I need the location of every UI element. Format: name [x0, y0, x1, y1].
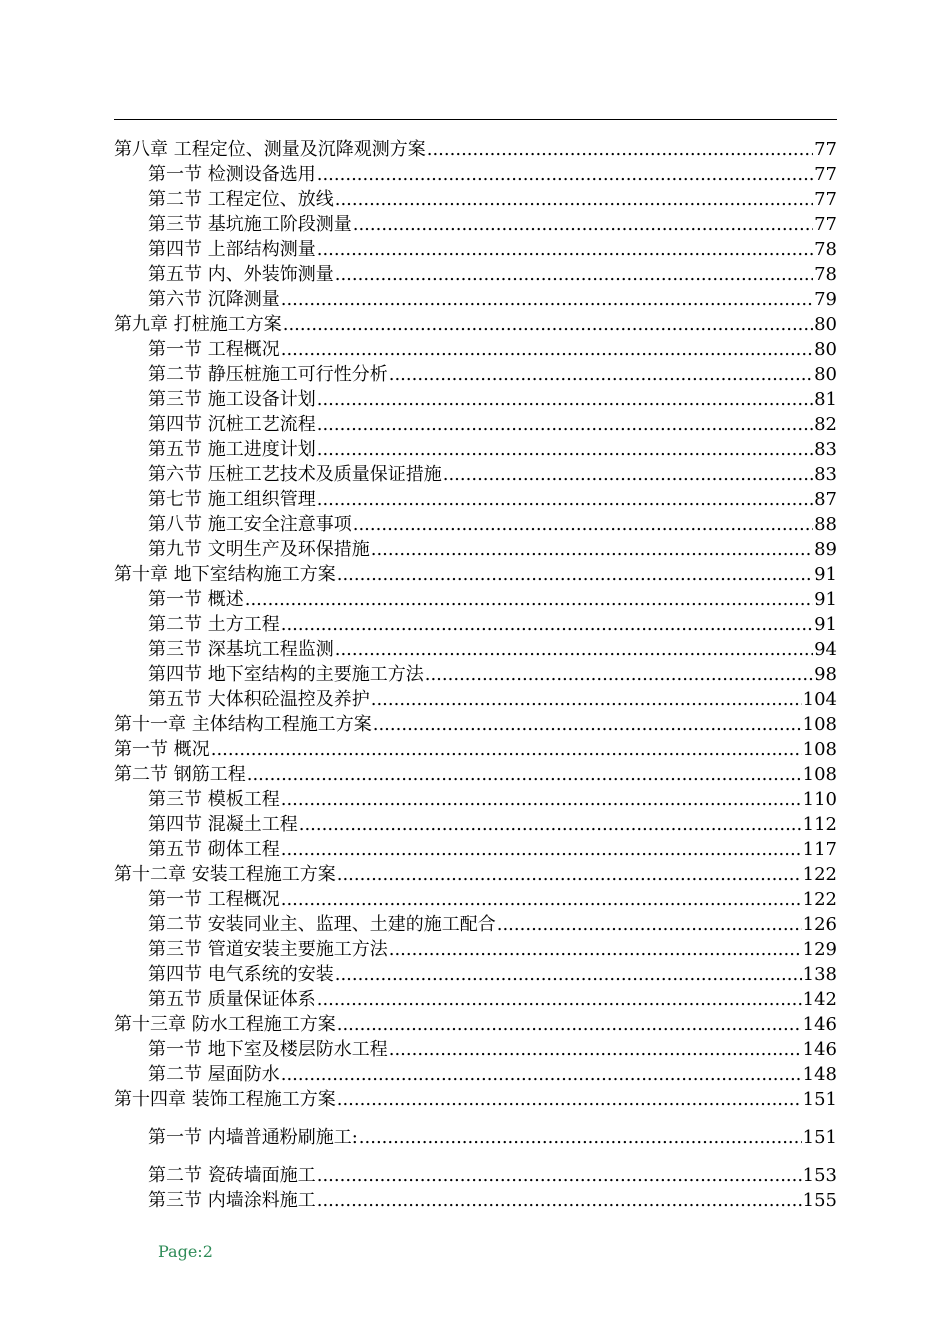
toc-entry-label: 第一节 内墙普通粉刷施工:	[148, 1127, 358, 1148]
toc-entry-page-number: 138	[802, 964, 837, 985]
toc-entry-label: 第十四章 装饰工程施工方案	[114, 1089, 336, 1110]
toc-entry-label: 第二节 瓷砖墙面施工	[148, 1165, 316, 1186]
toc-entry[interactable]	[114, 987, 837, 1012]
toc-entry[interactable]	[114, 1087, 837, 1112]
toc-entry-page-number: 151	[802, 1089, 837, 1110]
toc-entry-label: 第七节 施工组织管理	[148, 489, 316, 510]
toc-entry[interactable]	[114, 487, 837, 512]
toc-leader-dots	[337, 1012, 802, 1037]
toc-entry-label: 第八章 工程定位、测量及沉降观测方案	[114, 139, 426, 160]
toc-entry-page-number: 108	[802, 764, 837, 785]
toc-leader-dots	[317, 412, 813, 437]
toc-entry-label: 第四节 电气系统的安装	[148, 964, 334, 985]
toc-entry[interactable]	[114, 612, 837, 637]
toc-leader-dots	[281, 887, 802, 912]
toc-leader-dots	[247, 762, 802, 787]
toc-entry-label: 第六节 压桩工艺技术及质量保证措施	[148, 464, 442, 485]
toc-entry-label: 第四节 上部结构测量	[148, 239, 316, 260]
toc-leader-dots	[335, 637, 813, 662]
toc-entry-page-number: 80	[814, 364, 837, 385]
toc-entry[interactable]	[114, 512, 837, 537]
toc-entry-page-number: 108	[802, 714, 837, 735]
toc-entry-label: 第十一章 主体结构工程施工方案	[114, 714, 372, 735]
toc-entry[interactable]	[114, 1037, 837, 1062]
toc-entry-page-number: 129	[802, 939, 837, 960]
toc-entry[interactable]	[114, 287, 837, 312]
toc-entry-page-number: 91	[814, 614, 837, 635]
toc-entry-page-number: 112	[802, 814, 837, 835]
table-of-contents	[114, 137, 837, 1213]
toc-leader-dots	[281, 337, 813, 362]
toc-entry[interactable]	[114, 662, 837, 687]
toc-entry-label: 第一节 工程概况	[148, 339, 280, 360]
toc-entry-page-number: 77	[814, 189, 837, 210]
toc-leader-dots	[335, 187, 813, 212]
toc-entry-label: 第五节 砌体工程	[148, 839, 280, 860]
toc-leader-dots	[281, 287, 813, 312]
toc-entry-label: 第五节 内、外装饰测量	[148, 264, 334, 285]
toc-entry-page-number: 126	[802, 914, 837, 935]
toc-entry[interactable]	[114, 437, 837, 462]
toc-leader-dots	[317, 1188, 802, 1213]
toc-entry-label: 第一节 地下室及楼层防水工程	[148, 1039, 388, 1060]
toc-entry-label: 第二节 静压桩施工可行性分析	[148, 364, 388, 385]
toc-leader-dots	[373, 712, 802, 737]
toc-entry-label: 第五节 质量保证体系	[148, 989, 316, 1010]
toc-entry[interactable]	[114, 562, 837, 587]
toc-entry-page-number: 104	[802, 689, 837, 710]
toc-leader-dots	[337, 1087, 802, 1112]
toc-entry-page-number: 89	[814, 539, 837, 560]
toc-leader-dots	[427, 137, 813, 162]
toc-leader-dots	[337, 862, 802, 887]
toc-entry-page-number: 82	[814, 414, 837, 435]
toc-leader-dots	[281, 612, 813, 637]
toc-entry-page-number: 148	[802, 1064, 837, 1085]
toc-entry-page-number: 146	[802, 1039, 837, 1060]
toc-leader-dots	[245, 587, 813, 612]
toc-entry-page-number: 81	[814, 389, 837, 410]
toc-leader-dots	[317, 487, 813, 512]
toc-leader-dots	[353, 212, 813, 237]
toc-entry-label: 第九章 打桩施工方案	[114, 314, 282, 335]
toc-entry[interactable]	[114, 1062, 837, 1087]
toc-leader-dots	[337, 562, 813, 587]
toc-entry-page-number: 98	[814, 664, 837, 685]
toc-entry-page-number: 77	[814, 214, 837, 235]
toc-entry-label: 第三节 深基坑工程监测	[148, 639, 334, 660]
toc-entry[interactable]	[114, 212, 837, 237]
toc-entry[interactable]	[114, 737, 837, 762]
toc-entry-label: 第二节 屋面防水	[148, 1064, 280, 1085]
toc-leader-dots	[317, 987, 802, 1012]
page-number-footer: Page:2	[158, 1242, 213, 1261]
toc-entry-label: 第四节 混凝土工程	[148, 814, 298, 835]
toc-entry-label: 第四节 沉桩工艺流程	[148, 414, 316, 435]
toc-entry-label: 第三节 内墙涂料施工	[148, 1190, 316, 1211]
toc-entry-page-number: 117	[802, 839, 837, 860]
toc-entry-label: 第五节 大体积砼温控及养护	[148, 689, 370, 710]
toc-entry-page-number: 77	[814, 164, 837, 185]
toc-leader-dots	[317, 237, 813, 262]
toc-entry[interactable]	[114, 587, 837, 612]
toc-entry-page-number: 122	[802, 864, 837, 885]
toc-entry-label: 第十三章 防水工程施工方案	[114, 1014, 336, 1035]
toc-entry[interactable]	[114, 862, 837, 887]
toc-entry-page-number: 83	[814, 464, 837, 485]
toc-leader-dots	[281, 837, 802, 862]
toc-entry[interactable]	[114, 637, 837, 662]
toc-entry-label: 第三节 模板工程	[148, 789, 280, 810]
toc-leader-dots	[281, 787, 802, 812]
toc-entry[interactable]	[114, 187, 837, 212]
header-rule	[114, 119, 837, 120]
toc-entry[interactable]	[114, 337, 837, 362]
toc-entry[interactable]	[114, 387, 837, 412]
toc-entry-label: 第三节 管道安装主要施工方法	[148, 939, 388, 960]
toc-entry-page-number: 88	[814, 514, 837, 535]
toc-entry-page-number: 110	[802, 789, 837, 810]
toc-leader-dots	[389, 362, 813, 387]
toc-entry[interactable]	[114, 937, 837, 962]
toc-entry-label: 第一节 概况	[114, 739, 210, 760]
toc-leader-dots	[497, 912, 802, 937]
toc-entry[interactable]	[114, 137, 837, 162]
toc-entry-page-number: 108	[802, 739, 837, 760]
toc-leader-dots	[335, 962, 802, 987]
toc-leader-dots	[371, 687, 802, 712]
toc-entry-page-number: 153	[802, 1165, 837, 1186]
toc-entry-page-number: 142	[802, 989, 837, 1010]
toc-entry-page-number: 94	[814, 639, 837, 660]
toc-entry[interactable]	[114, 687, 837, 712]
toc-entry[interactable]	[114, 787, 837, 812]
toc-entry-page-number: 87	[814, 489, 837, 510]
toc-leader-dots	[389, 1037, 802, 1062]
toc-entry-page-number: 80	[814, 314, 837, 335]
toc-leader-dots	[283, 312, 813, 337]
toc-entry-page-number: 91	[814, 589, 837, 610]
toc-entry-page-number: 78	[814, 264, 837, 285]
toc-entry[interactable]	[114, 1012, 837, 1037]
toc-entry-page-number: 155	[802, 1190, 837, 1211]
toc-entry[interactable]	[114, 1163, 837, 1188]
toc-entry-label: 第十章 地下室结构施工方案	[114, 564, 336, 585]
toc-entry[interactable]	[114, 1188, 837, 1213]
toc-entry-page-number: 83	[814, 439, 837, 460]
toc-entry-page-number: 122	[802, 889, 837, 910]
toc-entry-label: 第十二章 安装工程施工方案	[114, 864, 336, 885]
toc-entry-label: 第八节 施工安全注意事项	[148, 514, 352, 535]
toc-leader-dots	[425, 662, 813, 687]
toc-entry-label: 第三节 基坑施工阶段测量	[148, 214, 352, 235]
toc-entry[interactable]	[114, 887, 837, 912]
toc-entry-page-number: 78	[814, 239, 837, 260]
toc-entry-label: 第二节 安装同业主、监理、土建的施工配合	[148, 914, 496, 935]
toc-entry-page-number: 79	[814, 289, 837, 310]
toc-entry[interactable]	[114, 837, 837, 862]
toc-entry[interactable]	[114, 262, 837, 287]
toc-entry[interactable]	[114, 1125, 837, 1150]
toc-leader-dots	[443, 462, 813, 487]
toc-entry-page-number: 91	[814, 564, 837, 585]
toc-entry[interactable]	[114, 537, 837, 562]
toc-entry[interactable]	[114, 462, 837, 487]
toc-leader-dots	[359, 1125, 802, 1150]
toc-entry[interactable]	[114, 412, 837, 437]
toc-entry-page-number: 146	[802, 1014, 837, 1035]
toc-entry-label: 第三节 施工设备计划	[148, 389, 316, 410]
toc-entry[interactable]	[114, 162, 837, 187]
toc-leader-dots	[335, 262, 813, 287]
toc-entry-label: 第四节 地下室结构的主要施工方法	[148, 664, 424, 685]
toc-entry-label: 第二节 土方工程	[148, 614, 280, 635]
toc-entry[interactable]	[114, 237, 837, 262]
toc-entry-label: 第二节 工程定位、放线	[148, 189, 334, 210]
toc-entry-page-number: 151	[802, 1127, 837, 1148]
toc-leader-dots	[317, 162, 813, 187]
toc-entry-label: 第五节 施工进度计划	[148, 439, 316, 460]
toc-leader-dots	[281, 1062, 802, 1087]
toc-leader-dots	[317, 437, 813, 462]
toc-entry-page-number: 77	[814, 139, 837, 160]
toc-leader-dots	[317, 387, 813, 412]
toc-entry[interactable]	[114, 962, 837, 987]
toc-entry[interactable]	[114, 712, 837, 737]
toc-entry[interactable]	[114, 762, 837, 787]
toc-entry-label: 第二节 钢筋工程	[114, 764, 246, 785]
toc-entry-label: 第一节 检测设备选用	[148, 164, 316, 185]
toc-entry-label: 第九节 文明生产及环保措施	[148, 539, 370, 560]
toc-entry[interactable]	[114, 912, 837, 937]
toc-entry-label: 第一节 概述	[148, 589, 244, 610]
toc-entry[interactable]	[114, 812, 837, 837]
toc-entry[interactable]	[114, 312, 837, 337]
toc-entry-label: 第六节 沉降测量	[148, 289, 280, 310]
toc-leader-dots	[353, 512, 813, 537]
toc-entry-label: 第一节 工程概况	[148, 889, 280, 910]
toc-leader-dots	[211, 737, 802, 762]
toc-entry[interactable]	[114, 362, 837, 387]
toc-leader-dots	[371, 537, 813, 562]
toc-entry-page-number: 80	[814, 339, 837, 360]
toc-leader-dots	[317, 1163, 802, 1188]
toc-leader-dots	[389, 937, 802, 962]
toc-leader-dots	[299, 812, 802, 837]
